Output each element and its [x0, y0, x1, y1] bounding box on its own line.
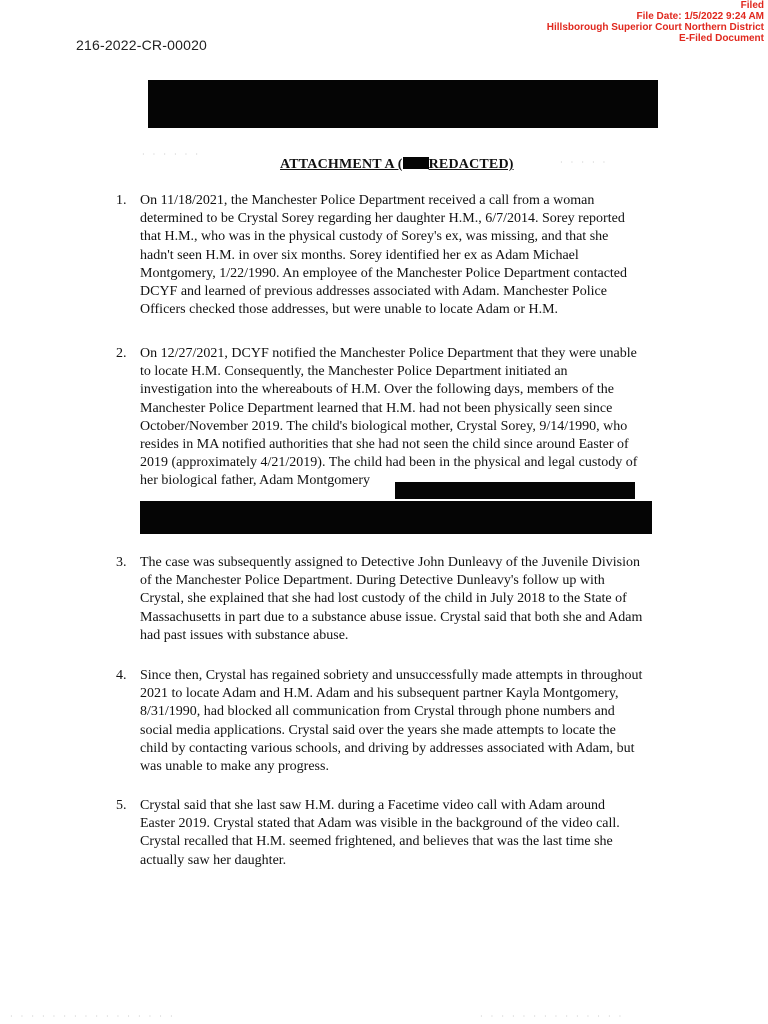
paragraph-line: to locate H.M. Consequently, the Manchester Police Department initiated an	[140, 364, 568, 380]
scan-noise: · · · · ·	[560, 158, 609, 167]
paragraph-line: actually saw her daughter.	[140, 852, 287, 868]
paragraph-line: of the Manchester Police Department. During Detective Dunleavy's follow up with	[140, 573, 605, 589]
paragraph-line: Easter 2019. Crystal stated that Adam was visible in the background of the video call.	[140, 816, 620, 832]
paragraph-line: had past issues with substance abuse.	[140, 627, 349, 643]
paragraph-number: 1.	[116, 193, 127, 208]
paragraph-line: was unable to make any progress.	[140, 759, 329, 775]
paragraph-line: Crystal recalled that H.M. seemed frightened, and believes that was the last time she	[140, 834, 613, 850]
paragraph-line: The case was subsequently assigned to Detective John Dunleavy of the Juvenile Division	[140, 555, 640, 570]
paragraph-line: that H.M., who was in the physical custody of Sorey's ex, was missing, and that she	[140, 229, 609, 245]
heading-prefix: ATTACHMENT A (	[280, 157, 403, 172]
paragraph-line: Crystal said that she last saw H.M. during a Facetime video call with Adam around	[140, 798, 606, 813]
paragraph-number: 3.	[116, 555, 127, 570]
paragraph-line: Massachusetts in part due to a substance abuse issue. Crystal said that both she and Adam	[140, 609, 643, 625]
redaction-block-inline	[395, 482, 635, 499]
stamp-file-date: File Date: 1/5/2022 9:24 AM	[636, 11, 764, 22]
paragraph-line: determined to be Crystal Sorey regarding her daughter H.M., 6/7/2014. Sorey reported	[140, 211, 625, 227]
scan-noise: · · · · · ·	[142, 150, 201, 159]
paragraph-line: Manchester Police Department learned that H.M. had not been physically seen since	[140, 400, 613, 416]
paragraph-line: hadn't seen H.M. in over six months. Sorey identified her ex as Adam Michael	[140, 247, 579, 263]
paragraph-line: 2019 (approximately 4/21/2019). The child had been in the physical and legal custody of	[140, 455, 638, 471]
court-filing-stamp	[547, 0, 764, 44]
paragraph-line: Crystal, she explained that she had lost custody of the child in July 2018 to the State of	[140, 591, 627, 607]
stamp-e-filed: E-Filed Document	[678, 33, 764, 44]
paragraph-line: social media applications. Crystal said over the years she made attempts to locate the	[140, 722, 616, 738]
scan-noise: · · · · · · · · · · · · · · · ·	[10, 1012, 176, 1021]
paragraph-number: 4.	[116, 668, 127, 683]
stamp-filed: Filed	[740, 0, 764, 11]
redaction-block-paragraph	[140, 501, 652, 534]
paragraph-1	[116, 192, 688, 319]
heading-suffix: REDACTED)	[428, 157, 514, 172]
attachment-heading	[280, 157, 514, 173]
paragraph-2	[116, 345, 688, 491]
paragraph-line: Officers checked those addresses, but were unable to locate Adam or H.M.	[140, 302, 559, 318]
paragraph-line: investigation into the whereabouts of H.M. Over the following days, members of the	[140, 382, 614, 398]
redaction-inline	[403, 157, 429, 169]
paragraph-4	[116, 667, 688, 776]
paragraph-5	[116, 797, 688, 870]
stamp-court-name: Hillsborough Superior Court Northern District	[546, 22, 764, 33]
paragraph-line: On 11/18/2021, the Manchester Police Department received a call from a woman	[140, 193, 595, 208]
paragraph-line: 2021 to locate Adam and H.M. Adam and his subsequent partner Kayla Montgomery,	[140, 686, 619, 702]
paragraph-number: 2.	[116, 346, 127, 361]
redaction-block-header	[148, 80, 658, 128]
paragraph-line: resides in MA notified authorities that she had not seen the child since around Easter of	[140, 437, 629, 453]
case-number: 216-2022-CR-00020	[76, 37, 208, 53]
paragraph-line: her biological father, Adam Montgomery	[140, 473, 370, 489]
paragraph-line: child by contacting various schools, and driving by addresses associated with Adam, but	[140, 740, 635, 756]
paragraph-number: 5.	[116, 798, 127, 813]
paragraph-3	[116, 554, 688, 645]
paragraph-line: DCYF and learned of previous addresses associated with Adam. Manchester Police	[140, 284, 607, 300]
paragraph-line: 8/31/1990, had blocked all communication from Crystal through phone numbers and	[140, 704, 615, 720]
paragraph-line: Since then, Crystal has regained sobriety and unsuccessfully made attempts in throughout	[140, 668, 643, 683]
paragraph-line: Montgomery, 1/22/1990. An employee of the Manchester Police Department contacted	[140, 265, 628, 281]
scan-noise: · · · · · · · · · · · · · ·	[480, 1012, 625, 1021]
paragraph-line: On 12/27/2021, DCYF notified the Manchester Police Department that they were unable	[140, 346, 637, 361]
paragraph-line: October/November 2019. The child's biological mother, Crystal Sorey, 9/14/1990, who	[140, 418, 628, 434]
